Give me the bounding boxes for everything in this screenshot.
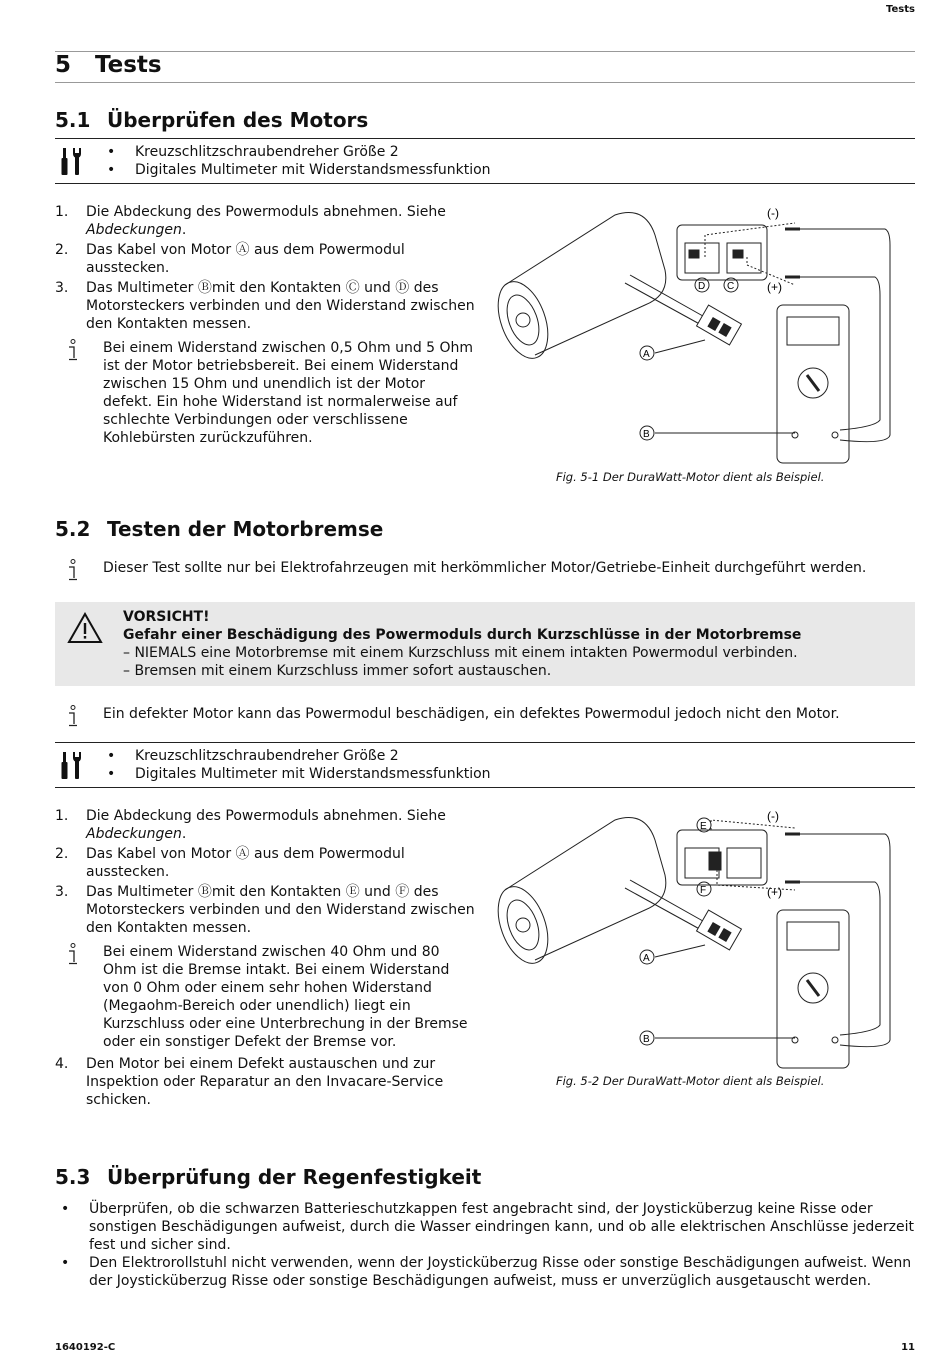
motor-test-figure-1 <box>495 195 915 470</box>
step-3: 3. Das Multimeter Ⓑmit den Kontakten Ⓒ und Ⓓ des Motorsteckers verbinden und den Widerstand zwischen den Kontakten messen. Bei einem Widerstand zwischen 0,5 Ohm und 5 Ohm ist der Motor betriebsbereit. Bei einem Widerstand zwischen 15 Ohm und unendlich ist der Motor defekt. Ein hohe Widerstand ist normalerweise auf schlechte Verbindungen oder verschlissene Kohlebürsten zurückzuführen. <box>55 280 475 446</box>
label-a: A <box>643 953 650 964</box>
divider <box>55 82 915 83</box>
multimeter <box>777 910 849 1068</box>
info-icon <box>67 705 79 727</box>
step-2: 2. Das Kabel von Motor Ⓐ aus dem Powermodul ausstecken. <box>55 846 405 880</box>
label-c: C <box>727 281 735 292</box>
label-e: E <box>700 821 707 832</box>
doc-number: 1640192-C <box>55 1342 116 1353</box>
label-b: B <box>643 429 650 440</box>
bullet-list-5-3 <box>55 1200 915 1290</box>
label-f: F <box>700 885 707 896</box>
connector-detail <box>677 820 795 890</box>
tool-item: • Kreuzschlitzschraubendreher Größe 2 <box>107 143 915 161</box>
motor-test-figure-2 <box>495 800 915 1072</box>
section-5-3-title: 5.3 Überprüfung der Regenfestigkeit <box>55 1165 482 1189</box>
divider <box>55 742 915 743</box>
note-5-1: Bei einem Widerstand zwischen 0,5 Ohm und 5 Ohm ist der Motor betriebsbereit. Bei einem Widerstand zwischen 15 Ohm und unendlich ist der Motor defekt. Ein hohe Widerstand ist normalerweise auf schlechte Verbindungen oder verschlissene Kohlebürsten zurückzuführen. <box>55 339 475 447</box>
note-5-2: Bei einem Widerstand zwischen 40 Ohm und 80 Ohm ist die Bremse intakt. Bei einem Widerstand von 0 Ohm oder einem sehr hohen Widerstand (Megaohm-Bereich oder unendlich) liegt ein Kurzschluss oder eine Unterbrechung in der Bremse oder ein sonstiger Defekt der Bremse vor. <box>55 943 475 1051</box>
running-header: Tests <box>886 4 915 15</box>
list-item: • Den Elektrorollstuhl nicht verwenden, wenn der Joysticküberzug Risse oder sonstige Beschädigungen aufweist. Wenn der Joysticküberzug Risse oder sonstige Beschädigungen aufweist, muss er unverzüglich ausgetauscht werden. <box>55 1254 915 1290</box>
step-1: 1. Die Abdeckung des Powermoduls abnehmen. Siehe Abdeckungen. <box>55 204 446 238</box>
info-icon <box>67 943 79 965</box>
step-1: 1. Die Abdeckung des Powermoduls abnehmen. Siehe Abdeckungen. <box>55 808 446 842</box>
list-item: • Überprüfen, ob die schwarzen Batterieschutzkappen fest angebracht sind, der Joysticküberzug keine Risse oder sonstigen Beschädigungen aufweist, durch die Wasser eindringen kann, und ob alle elektrischen Anschlüsse jederzeit fest und sicher sind. <box>55 1200 915 1254</box>
info-note-1: Dieser Test sollte nur bei Elektrofahrzeugen mit herkömmlicher Motor/Getriebe-Einheit durchgeführt werden. <box>55 559 915 577</box>
step-3: 3. Das Multimeter Ⓑmit den Kontakten Ⓔ und Ⓕ des Motorsteckers verbinden und den Widerstand zwischen den Kontakten messen. Bei einem Widerstand zwischen 40 Ohm und 80 Ohm ist die Bremse intakt. Bei einem Widerstand von 0 Ohm oder einem sehr hohen Widerstand (Megaohm-Bereich oder unendlich) liegt ein Kurzschluss oder eine Unterbrechung in der Bremse oder ein sonstiger Defekt der Bremse vor. <box>55 884 475 1050</box>
screwdriver-wrench-icon <box>61 751 83 781</box>
label-a: A <box>643 349 650 360</box>
figure-caption-1: Fig. 5-1 Der DuraWatt-Motor dient als Beispiel. <box>556 470 825 484</box>
tool-item: • Digitales Multimeter mit Widerstandsmessfunktion <box>107 765 915 783</box>
tools-list-2 <box>55 747 915 783</box>
info-icon <box>67 559 79 581</box>
divider <box>55 183 915 184</box>
label-minus: (-) <box>767 809 779 823</box>
step-4: 4. Den Motor bei einem Defekt austauschen und zur Inspektion oder Reparatur an den Invacare-Service schicken. <box>55 1056 444 1108</box>
label-plus: (+) <box>767 885 782 899</box>
warning-title: VORSICHT! <box>123 609 210 625</box>
info-icon <box>67 339 79 361</box>
label-plus: (+) <box>767 280 782 294</box>
section-5-2-title: 5.2 Testen der Motorbremse <box>55 517 384 541</box>
connector-detail <box>677 223 795 285</box>
page-number: 11 <box>901 1342 915 1353</box>
callout-lines <box>640 278 795 440</box>
warning-subtitle: Gefahr einer Beschädigung des Powermoduls durch Kurzschlüsse in der Motorbremse <box>123 627 802 643</box>
tool-item: • Kreuzschlitzschraubendreher Größe 2 <box>107 747 915 765</box>
label-b: B <box>643 1034 650 1045</box>
tool-item: • Digitales Multimeter mit Widerstandsmessfunktion <box>107 161 915 179</box>
info-note-2: Ein defekter Motor kann das Powermodul beschädigen, ein defektes Powermodul jedoch nicht den Motor. <box>55 705 915 723</box>
warning-triangle-icon <box>67 612 103 644</box>
section-5-1-title: 5.1 Überprüfen des Motors <box>55 108 369 132</box>
probe-leads <box>785 834 890 1047</box>
steps-5-1 <box>55 203 475 451</box>
figure-caption-2: Fig. 5-2 Der DuraWatt-Motor dient als Beispiel. <box>556 1074 825 1088</box>
label-d: D <box>698 281 706 292</box>
divider <box>55 51 915 52</box>
divider <box>55 138 915 139</box>
divider <box>55 787 915 788</box>
multimeter <box>777 305 849 463</box>
steps-5-2 <box>55 807 475 1111</box>
warning-box <box>55 602 915 686</box>
warning-line: – NIEMALS eine Motorbremse mit einem Kurzschluss mit einem intakten Powermodul verbinden. <box>123 645 798 661</box>
tools-list-1 <box>55 143 915 179</box>
step-2: 2. Das Kabel von Motor Ⓐ aus dem Powermodul ausstecken. <box>55 242 405 276</box>
chapter-title: 5 Tests <box>55 52 162 78</box>
screwdriver-wrench-icon <box>61 147 83 177</box>
label-minus: (-) <box>767 206 779 220</box>
probe-leads <box>785 229 890 442</box>
warning-line: – Bremsen mit einem Kurzschluss immer sofort austauschen. <box>123 663 552 679</box>
